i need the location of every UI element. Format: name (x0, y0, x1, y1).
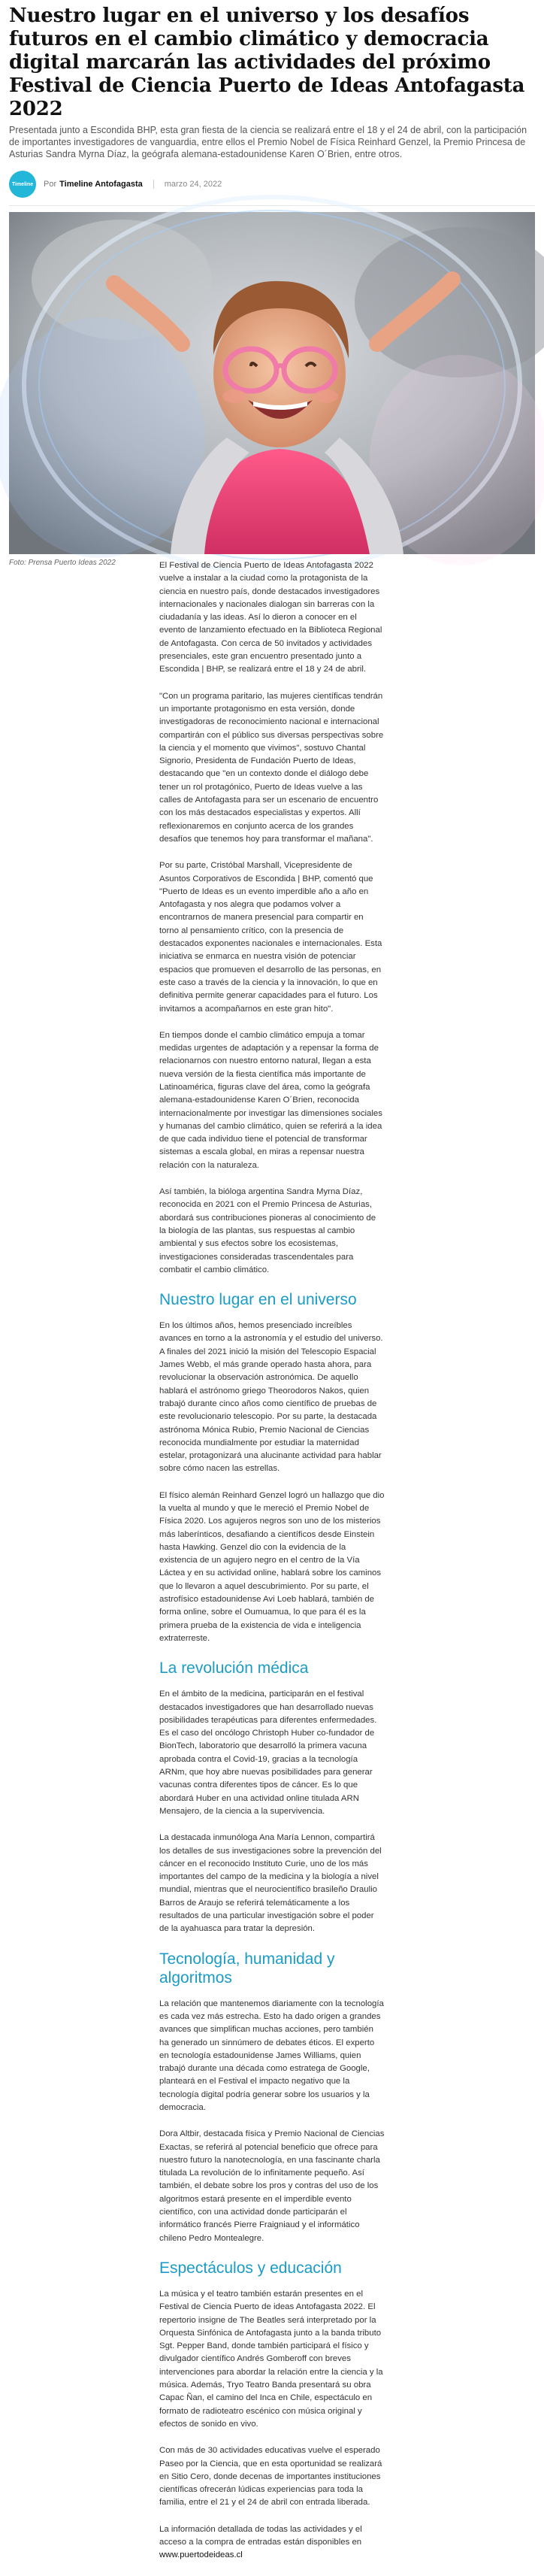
author-avatar[interactable] (9, 171, 36, 198)
paragraph: La música y el teatro también estarán presentes en el Festival de Ciencia Puerto de ideas Antofagasta 2022. El repertorio insigne de The Beatles será interpretado por la Orquesta Sinfónica de Antofagasta junto a la banda tributo Sgt. Pepper Band, donde también participará el físico y divulgador científico Andrés Gomberoff con breves intervenciones para abordar la relación entre la ciencia y la música. Además, Tryo Teatro Banda presentará su obra Capac Ñan, el camino del Inca en Chile, espectáculo en formato de radioteatro escénico con música original y efectos de sonido en vivo. (159, 2289, 383, 2429)
article-lead: Presentada junto a Escondida BHP, esta gran fiesta de la ciencia se realizará entre el 18 y el 24 de abril, con la participación de importantes investigadores de vanguardia, entre ellos el Premio Nobel de Física Reinhard Genzel, la Premio Princesa de Asturias Sandra Myrna Díaz, la geógrafa alemana-estadounidense Karen O´Brien, entre otros. (9, 125, 527, 159)
paragraph: "Con un programa paritario, las mujeres científicas tendrán un importante protagonismo en esta versión, donde investigadoras de reconocimiento nacional e internacional compartirán con el público sus diversas perspectivas sobre la ciencia y el momento que vivimos", sostuvo Chantal Signorio, Presidenta de Fundación Puerto de Ideas, destacando que "en un contexto donde el diálogo debe tener un rol protagónico, Puerto de Ideas vuelve a las calles de Antofagasta para ser un escenario de encuentro con los más destacados especialistas y expertos. Allí reflexionaremos en conjunto acerca de los grandes desafíos que tenemos hoy para transformar el mañana". (159, 691, 384, 844)
author-link[interactable]: Timeline Antofagasta (59, 180, 143, 189)
article-title: Nuestro lugar en el universo y los desafíos futuros en el cambio climático y democracia digital marcarán las actividades del próximo Festival de Ciencia Puerto de Ideas Antofagasta 2022 (9, 5, 525, 120)
paragraph-final (159, 2523, 385, 2562)
paragraph: Así también, la bióloga argentina Sandra Myrna Díaz, reconocida en 2021 con el Premio Princesa de Asturias, abordará sus contribuciones pioneras al conocimiento de la biología de las plantas, sus respuestas al cambio ambiental y sus efectos sobre los ecosistemas, investigaciones consideradas trascendentales para combatir el cambio climático. (159, 1187, 376, 1274)
photo-caption: Foto: Prensa Puerto Ideas 2022 (9, 559, 116, 567)
paragraph: El físico alemán Reinhard Genzel logró un hallazgo que dio la vuelta al mundo y que le mereció el Premio Nobel de Física 2020. Los agujeros negros son uno de los misterios más laberínticos, desafiando a científicos desde Einstein hasta Hawking. Genzel dio con la evidencia de la existencia de un agujero negro en el centro de la Vía Láctea y en su actividad online, hablará sobre los caminos que lo llevaron a aquel descubrimiento. Por su parte, el astrofísico estadounidense Avi Loeb hablará, también de forma online, sobre el Oumuamua, lo que para él es la primera prueba de la existencia de vida e inteligencia extraterreste. (159, 1490, 385, 1643)
paragraph: En el ámbito de la medicina, participarán en el festival destacados investigadores que han desarrollado nuevas posibilidades terapéuticas para diferentes enfermedades. Es el caso del oncólogo Christoph Huber co-fundador de BionTech, laboratorio que desarrolló la primera vacuna aprobada contra el Covid-19, gracias a la tecnología ARNm, que hoy abre nuevas posibilidades para generar vacunas contra diferentes tipos de cáncer. Es lo que abordará Huber en una actividad online titulada ARN Mensajero, de la ciencia a la supervivencia. (159, 1690, 377, 1816)
by-label: Por (44, 180, 57, 189)
paragraph: Por su parte, Cristóbal Marshall, Vicepresidente de Asuntos Corporativos de Escondida | BHP, comentó que "Puerto de Ideas es un evento imperdible año a año en Antofagasta y nos alegra que podamos volver a encontrarnos de manera presencial para compartir en torno al pensamiento crítico, con la presencia de destacados exponentes nacionales e internacionales. Esta iniciativa se enmarca en nuestra visión de potenciar espacios que promueven el desarrollo de las personas, en este caso a través de la ciencia y la innovación, lo que en definitiva permite generar capacidades para el futuro. Los invitamos a acompañarnos en este gran hito". (159, 861, 382, 1014)
paragraph: La destacada inmunóloga Ana María Lennon, compartirá los detalles de sus investigaciones sobre la prevención del cáncer en el reconocido Instituto Curie, uno de los más importantes del campo de la medicina y la biología a nivel mundial, mientras que el neurocientífico brasileño Draulio Barros de Araujo se referirá telemáticamente a los resultados de una particular investigación sobre el poder de la ayahuasca para tratar la depresión. (159, 1833, 382, 1934)
paragraph: Dora Altbir, destacada física y Premio Nacional de Ciencias Exactas, se referirá al potencial beneficio que ofrece para nuestro futuro la nanotecnología, en una fascinante charla titulada La revolución de lo infinitamente pequeño. Así también, el debate sobre los pros y contras del uso de los algoritmos estará presente en el imperdible evento científico, con una actividad donde participarán el informático francés Pierre Fraigniaud y el informático chileno Pedro Montealegre. (159, 2129, 385, 2243)
website-link[interactable]: www.puertodeideas.cl (159, 2550, 243, 2560)
article-body (159, 559, 385, 2576)
paragraph: La relación que mantenemos diariamente con la tecnología es cada vez más estrecha. Esto ha dado origen a grandes avances que simplifican muchas acciones, pero también ha generado un sinnúmero de debates éticos. El experto en tecnología estadounidense James Williams, quien trabajó durante una década como estratega de Google, planteará en el Festival el impacto negativo que la tecnología digital podría generar sobre los usuarios y la democracia. (159, 1999, 384, 2112)
section-heading: Tecnología, humanidad y algoritmos (159, 1950, 335, 1987)
section-heading: La revolución médica (159, 1659, 309, 1677)
article-header (0, 0, 544, 160)
section-heading: Espectáculos y educación (159, 2259, 342, 2277)
paragraph: En tiempos donde el cambio climático empuja a tomar medidas urgentes de adaptación y a repensar la forma de relacionarnos con nuestro entorno natural, llegan a esta nueva versión de la fiesta científica más importante de Latinoamérica, figuras clave del área, como la geógrafa alemana-estadounidense Karen O´Brien, reconocida internacionalmente por investigar las dimensiones sociales y humanas del cambio climático, quien se referirá a la idea de que cada individuo tiene el potencial de transformar sistemas a escala global, en miras a repensar nuestra relación con la naturaleza. (159, 1030, 382, 1170)
avatar-label: Timeline (11, 181, 34, 187)
paragraph: El Festival de Ciencia Puerto de Ideas Antofagasta 2022 vuelve a instalar a la ciudad como la protagonista de la ciencia en nuestro país, donde destacados investigadores internacionales y nacionales dialogan sin barreras con la ciudadanía y las ideas. Así lo dieron a conocer en el evento de lanzamiento efectuado en la Biblioteca Regional de Antofagasta. Con cerca de 50 invitados y actividades presenciales, este gran encuentro presentado junto a Escondida | BHP, se realizará entre el 18 y 24 de abril. (159, 561, 382, 674)
paragraph-text: La información detallada de todas las actividades y el acceso a la compra de entradas están disponibles en (159, 2524, 362, 2547)
section-heading: Nuestro lugar en el universo (159, 1291, 357, 1309)
paragraph: Con más de 30 actividades educativas vuelve el esperado Paseo por la Ciencia, que en esta oportunidad se realizará en Sitio Cero, donde decenas de importantes instituciones científicas ofrecerán lúdicas experiencias para toda la familia, entre el 21 y el 24 de abril con entrada liberada. (159, 2446, 382, 2508)
byline (9, 171, 535, 206)
byline-divider (153, 180, 154, 189)
hero-photo-illustration (9, 212, 535, 554)
paragraph: En los últimos años, hemos presenciado increíbles avances en torno a la astronomía y el estudio del universo. A finales del 2021 inició la misión del Telescopio Espacial James Webb, el más grande operado hasta ahora, para revolucionar la observación astronómica. De aquello hablará el astrónomo griego Theorodoros Nakos, quien trabajó durante cinco años como científico de pruebas de este revolucionario telescopio. Por su parte, la destacada astrónoma Mónica Rubio, Premio Nacional de Ciencias reconocida mundialmente por estudiar la maternidad estelar, protagonizará una alucinante actividad para hablar sobre cómo nacen las estrellas. (159, 1321, 383, 1474)
hero-photo (9, 212, 535, 554)
publish-date: marzo 24, 2022 (164, 180, 222, 189)
